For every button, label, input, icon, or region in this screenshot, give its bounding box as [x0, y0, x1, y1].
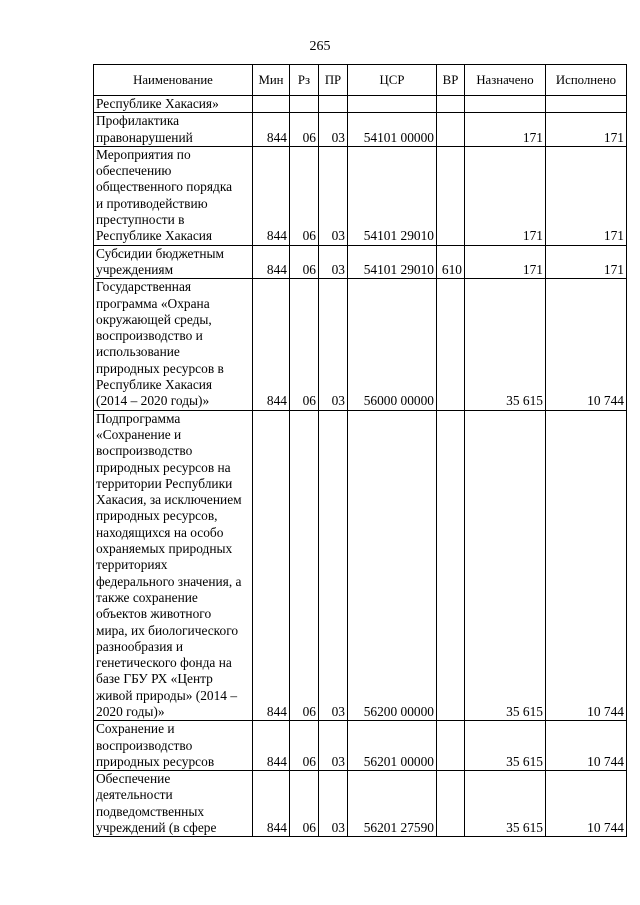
header-min: Мин [253, 65, 290, 96]
header-csr: ЦСР [348, 65, 437, 96]
cell-name: Республике Хакасия» [94, 96, 253, 113]
cell-pr: 03 [319, 410, 348, 721]
cell-rz: 06 [290, 245, 319, 279]
cell-name: Обеспечение деятельности подведомственных учреждений (в сфере [94, 771, 253, 837]
cell-assigned: 35 615 [465, 410, 546, 721]
cell-vr [437, 279, 465, 410]
cell-assigned: 35 615 [465, 721, 546, 771]
cell-assigned: 35 615 [465, 771, 546, 837]
cell-pr [319, 96, 348, 113]
cell-min: 844 [253, 410, 290, 721]
table-row [94, 721, 627, 771]
cell-csr [348, 96, 437, 113]
header-vr: ВР [437, 65, 465, 96]
table-row [94, 410, 627, 721]
cell-assigned: 171 [465, 146, 546, 245]
cell-executed: 10 744 [546, 279, 627, 410]
cell-executed: 10 744 [546, 410, 627, 721]
cell-vr [437, 96, 465, 113]
cell-name: Подпрограмма «Сохранение и воспроизводство природных ресурсов на территории Республики Хакасия, за исключением природных ресурсов, находящихся на особо охраняемых природных территориях федерального значения, а также сохранение объектов животного мира, их биологического разнообразия и генетического фонда на базе ГБУ РХ «Центр живой природы» (2014 – 2020 годы)» [94, 410, 253, 721]
cell-pr: 03 [319, 279, 348, 410]
cell-executed: 10 744 [546, 771, 627, 837]
cell-csr: 56000 00000 [348, 279, 437, 410]
table-row [94, 113, 627, 147]
cell-name: Мероприятия по обеспечению общественного порядка и противодействию преступности в Республике Хакасия [94, 146, 253, 245]
cell-assigned: 35 615 [465, 279, 546, 410]
cell-name: Сохранение и воспроизводство природных ресурсов [94, 721, 253, 771]
table-row [94, 279, 627, 410]
cell-min: 844 [253, 721, 290, 771]
cell-executed: 10 744 [546, 721, 627, 771]
cell-rz: 06 [290, 410, 319, 721]
cell-pr: 03 [319, 245, 348, 279]
cell-vr [437, 146, 465, 245]
cell-name: Профилактика правонарушений [94, 113, 253, 147]
cell-vr [437, 721, 465, 771]
header-pr: ПР [319, 65, 348, 96]
cell-pr: 03 [319, 771, 348, 837]
cell-pr: 03 [319, 113, 348, 147]
cell-rz: 06 [290, 279, 319, 410]
cell-rz: 06 [290, 721, 319, 771]
table-row [94, 245, 627, 279]
header-name: Наименование [94, 65, 253, 96]
cell-executed: 171 [546, 245, 627, 279]
cell-min: 844 [253, 279, 290, 410]
table-row [94, 96, 627, 113]
cell-csr: 54101 29010 [348, 245, 437, 279]
cell-min: 844 [253, 245, 290, 279]
cell-min: 844 [253, 771, 290, 837]
cell-pr: 03 [319, 146, 348, 245]
cell-vr: 610 [437, 245, 465, 279]
header-executed: Исполнено [546, 65, 627, 96]
cell-min: 844 [253, 146, 290, 245]
cell-vr [437, 113, 465, 147]
budget-table [93, 64, 627, 837]
cell-executed [546, 96, 627, 113]
cell-rz: 06 [290, 113, 319, 147]
cell-name: Субсидии бюджетным учреждениям [94, 245, 253, 279]
cell-rz: 06 [290, 146, 319, 245]
cell-vr [437, 410, 465, 721]
header-rz: Рз [290, 65, 319, 96]
cell-executed: 171 [546, 146, 627, 245]
cell-assigned: 171 [465, 245, 546, 279]
cell-csr: 56201 00000 [348, 721, 437, 771]
table-row [94, 771, 627, 837]
header-assigned: Назначено [465, 65, 546, 96]
cell-assigned [465, 96, 546, 113]
cell-csr: 54101 29010 [348, 146, 437, 245]
cell-pr: 03 [319, 721, 348, 771]
page-number: 265 [309, 39, 331, 54]
cell-name: Государственная программа «Охрана окружающей среды, воспроизводство и использование природных ресурсов в Республике Хакасия (2014 – 2020 годы)» [94, 279, 253, 410]
cell-rz: 06 [290, 771, 319, 837]
cell-rz [290, 96, 319, 113]
cell-csr: 56200 00000 [348, 410, 437, 721]
cell-min [253, 96, 290, 113]
cell-csr: 54101 00000 [348, 113, 437, 147]
cell-assigned: 171 [465, 113, 546, 147]
cell-executed: 171 [546, 113, 627, 147]
header-row [94, 65, 627, 96]
table-row [94, 146, 627, 245]
cell-vr [437, 771, 465, 837]
cell-csr: 56201 27590 [348, 771, 437, 837]
cell-min: 844 [253, 113, 290, 147]
